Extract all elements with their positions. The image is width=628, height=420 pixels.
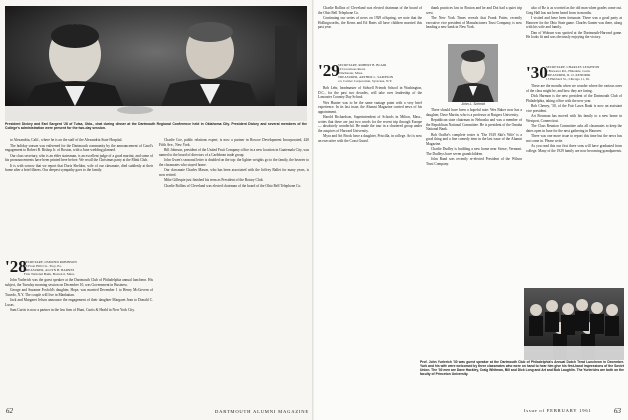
group-photo-caption: Prof. John Yurlerich '30 was guest speaker at the Dartmouth Club of Philadelphia's Annual Dutch Treat Luncheon in December. Yurk and his wife were welcomed by three classmates who were on hand to hear him give his first-hand impressions of the Soviet Union. The '30 men are Dave Hackley, Craig Whitman, Bill and Dick Long and Art and Bob Laughlin. The Yurlerichs are both on the faculty of Princeton University. [420, 360, 624, 377]
paragraph: There should have been a hopeful note: Wes Baker now has a daughter, Dave Martin, who is a professor at Rutgers University. [426, 108, 522, 117]
secretary-address: 6 Brewster Rd., Hinsdale, Conn. [546, 69, 591, 73]
class-year-28: '28 [5, 257, 27, 276]
paragraph: John Rand was recently re-elected President of the Wilson Trust Company. [426, 157, 522, 166]
paragraph: Charlie Dudley is building a new home near Stowe, Vermont. The Dudleys have seven grandchildren. [426, 147, 522, 156]
running-head-right: Issue of FEBRUARY 1961 [524, 408, 592, 413]
group-photo [524, 288, 624, 360]
left-column-2 [159, 138, 309, 402]
paragraph: Art Bowman has moved with his family to a new home in Westport, Connecticut. [526, 114, 622, 123]
paragraph: Bob Lehr, headmaster of Sidwell Friends School in Washington, D.C., for the past two decades, will take over leadership of the Lancaster Country Day School. [318, 86, 422, 99]
right-column-2 [426, 108, 522, 402]
left-column-1 [5, 138, 153, 256]
treasurer-address: First National Bank, Boston 6, Mass. [24, 272, 75, 276]
paragraph: It is with sorrow that we report that Doris Sheldon, wife of our classmate, died suddenly at their home after a brief illness. Our deepest sympathy goes to the family. [5, 163, 153, 172]
right-page [314, 0, 628, 420]
secretary-name: SECRETARY, CHARLES LEIGHTON [546, 65, 600, 69]
paragraph: Dan of Woburn was spotted at the Dartmouth-Harvard game. He looks fit and was obviously enjoying the victory. [526, 30, 622, 39]
running-head-left: DARTMOUTH ALUMNI MAGAZINE [215, 409, 309, 414]
paragraph: Jack and Margaret Jelson announce the engagement of their daughter Margaret Jean to Donald C. Lucas. [5, 298, 153, 307]
paragraph: As you read this our first three sons will have graduated from college. Many of the 1929 family are now becoming grandparents. [526, 144, 622, 153]
treasurer-name: TREASURER, ARTHUR L. SAMPSON [338, 75, 394, 79]
treasurer-name: TREASURER, ALLYN H. BARNES [24, 268, 75, 272]
treasurer-address: c/o Carrier Corporation, Syracuse, N.Y. [338, 79, 393, 83]
paragraph: Harold Richardson, Superintendent of Schools in Milton, Mass., writes that there are just two words for the recent trip through Europe — absolutely wonderful. He made the tour in a chartered group under the auspices of Harvard University. [318, 115, 422, 133]
paragraph: thank practices law in Boston and he and Dot had a quiet trip west. [426, 6, 522, 15]
secretary-name: SECRETARY, ROBERT B. BLAIR [338, 63, 387, 67]
paragraph: Bob Oralbe's complete roster is 'The 1929 Skit's Wife' is a good thing and a fine comedy item in the last issue of the Alumni Magazine. [426, 132, 522, 146]
secretary-name: SECRETARY, OSMUND ROBINSON [24, 260, 77, 264]
right-column-3 [526, 84, 622, 284]
paragraph: John Gwen's seasonal letter is doubled on the top: the lighter weights go to the family, the heavier to the classmates who stayed home. [159, 158, 309, 167]
page-number-right: 63 [614, 407, 621, 415]
paragraph: Bill Johnson, president of the United Fruit Company office in a new location in Guatemala City, was named to the board of directors of a Caribbean trade group. [159, 148, 309, 157]
paragraph: Charlie Coe, public relations expert, is now a partner in Roscoe Development Incorporated, 420 Fifth Ave., New York. [159, 138, 309, 147]
paragraph: The holiday season was enlivened for the Dartmouth community by the announcement of Carol's engagement to Robert B. Bishop Jr. of Boston, with a June wedding planned. [5, 143, 153, 152]
class-28-officers [24, 260, 154, 276]
dinner-photo-caption: President Dickey and Earl Sargent '28 of Tulsa, Okla., chat during dinner at the Dartmouth Regional Conference held in Oklahoma City. President Dickey and several members of the College's administration were present for the two-day session. [5, 122, 307, 131]
dinner-photo [5, 6, 307, 121]
page-number-left: 62 [6, 407, 13, 415]
paragraph: John Yurlerich was the guest speaker at the Dartmouth Club of Philadelphia annual luncheon. His subject, the Tuesday morning session on December 10, was Government in Business. [5, 278, 153, 287]
secretary-address: 19 Crosstrees Road, [338, 67, 366, 71]
paragraph: Charlie Rollins of Cleveland was elected chairman of the board of the Ohio Bell Telephone Co. [164, 183, 302, 188]
paragraph: Sam Curtis is now a partner in the law firm of Hunt, Curtis & Heald in New York City. [10, 308, 135, 312]
treasurer-name: TREASURER, R. O. KENDRIK [546, 73, 591, 77]
secretary-address: 20 Frost Hill Cir., Troy, Pa. [24, 264, 62, 268]
portrait-caption: John L. Schmid [461, 102, 485, 106]
paragraph: George and Suzanne Fosfold's daughter, Hope, was married December 1 to Henry McGovern of Tuxedo, N.Y. The couple will live in Manhattan. [5, 288, 153, 297]
paragraph: Republican state chairman in Nebraska and was a member of the Republican National Committee. He is president of the Omaha National Bank. [426, 118, 522, 131]
paragraph: The New York Times reveals that Frank Potter, recently executive vice president of Manufacturers Trust Company, is now heading a new bank in New York. [426, 16, 522, 29]
paragraph: Continuing our series of news on 1929 offspring, we note that the Hollingworths, the Kerns and Ed Bates all have children married this past year. [318, 16, 422, 29]
paragraph: There was one more issue to report this time but the news has not come in. Please write. [526, 134, 622, 143]
paragraph: Bob Cheney, '30, of the Fair Lawn Bank is now an assistant vice president. [526, 104, 622, 113]
paragraph: also of Bz is as worried as the old man when grades come out. Greg Hall has not been heard from in months. [526, 6, 622, 15]
right-column-2-top [426, 6, 522, 42]
paragraph: The Class Reunion Committee asks all classmates to keep the dates open in June for the next gathering in Hanover. [526, 124, 622, 133]
portrait-photo [448, 44, 498, 102]
secretary-city: Winchester, Mass. [338, 71, 364, 75]
class-29-officers [338, 63, 422, 83]
paragraph: Charlie Rollins of Cleveland was elected chairman of the board of the Ohio Bell Telephone Co. [318, 6, 422, 15]
class-30-officers [546, 65, 622, 81]
class-year-29: '29 [318, 61, 340, 80]
treasurer-address: 15 Hubbard St., Chicago 11, Ill. [546, 77, 590, 81]
left-column-1b [5, 278, 153, 402]
paragraph: These are the months when we wonder where the various ones of the class might be, and how they are faring. [526, 84, 622, 93]
right-column-1-top [318, 6, 422, 60]
paragraph: Our classmate Charles Mason, who has been associated with the Joffrey Ballet for many years, is now retired. [159, 168, 309, 177]
paragraph: I visited and have been fortunate. There was a good party at Hanover for the Ohio State game. Charles Ganter was there, along with his wife and family. [526, 16, 622, 29]
class-year-30: '30 [526, 63, 548, 82]
paragraph: Mike Gillespie just finished his term as President of the Rotary Club. [164, 178, 264, 182]
right-column-1 [318, 86, 422, 402]
right-column-3-top [526, 6, 622, 62]
paragraph: Wes Hunter was to be the same vantage point with a very brief experience. In its last issue, the Alumni Magazine carried news of his appointment. [318, 100, 422, 114]
paragraph: Dick Harmon is the new president of the Dartmouth Club of Philadelphia, taking office with the new year. [526, 94, 622, 103]
paragraph: to Alexandria, Calif., where he is on the staff of the Alexandria State Hospital. [10, 138, 123, 142]
paragraph: Myra and Art Brock have a daughter, Priscilla, in college. Art is now an executive with the Coast Guard. [318, 134, 422, 143]
paragraph: Our class secretary, who is an elder statesman, is an excellent judge of a good martini, and some of his pronouncements have been printed here before. We recall the Christmas party at the Mink Club. [5, 153, 153, 162]
